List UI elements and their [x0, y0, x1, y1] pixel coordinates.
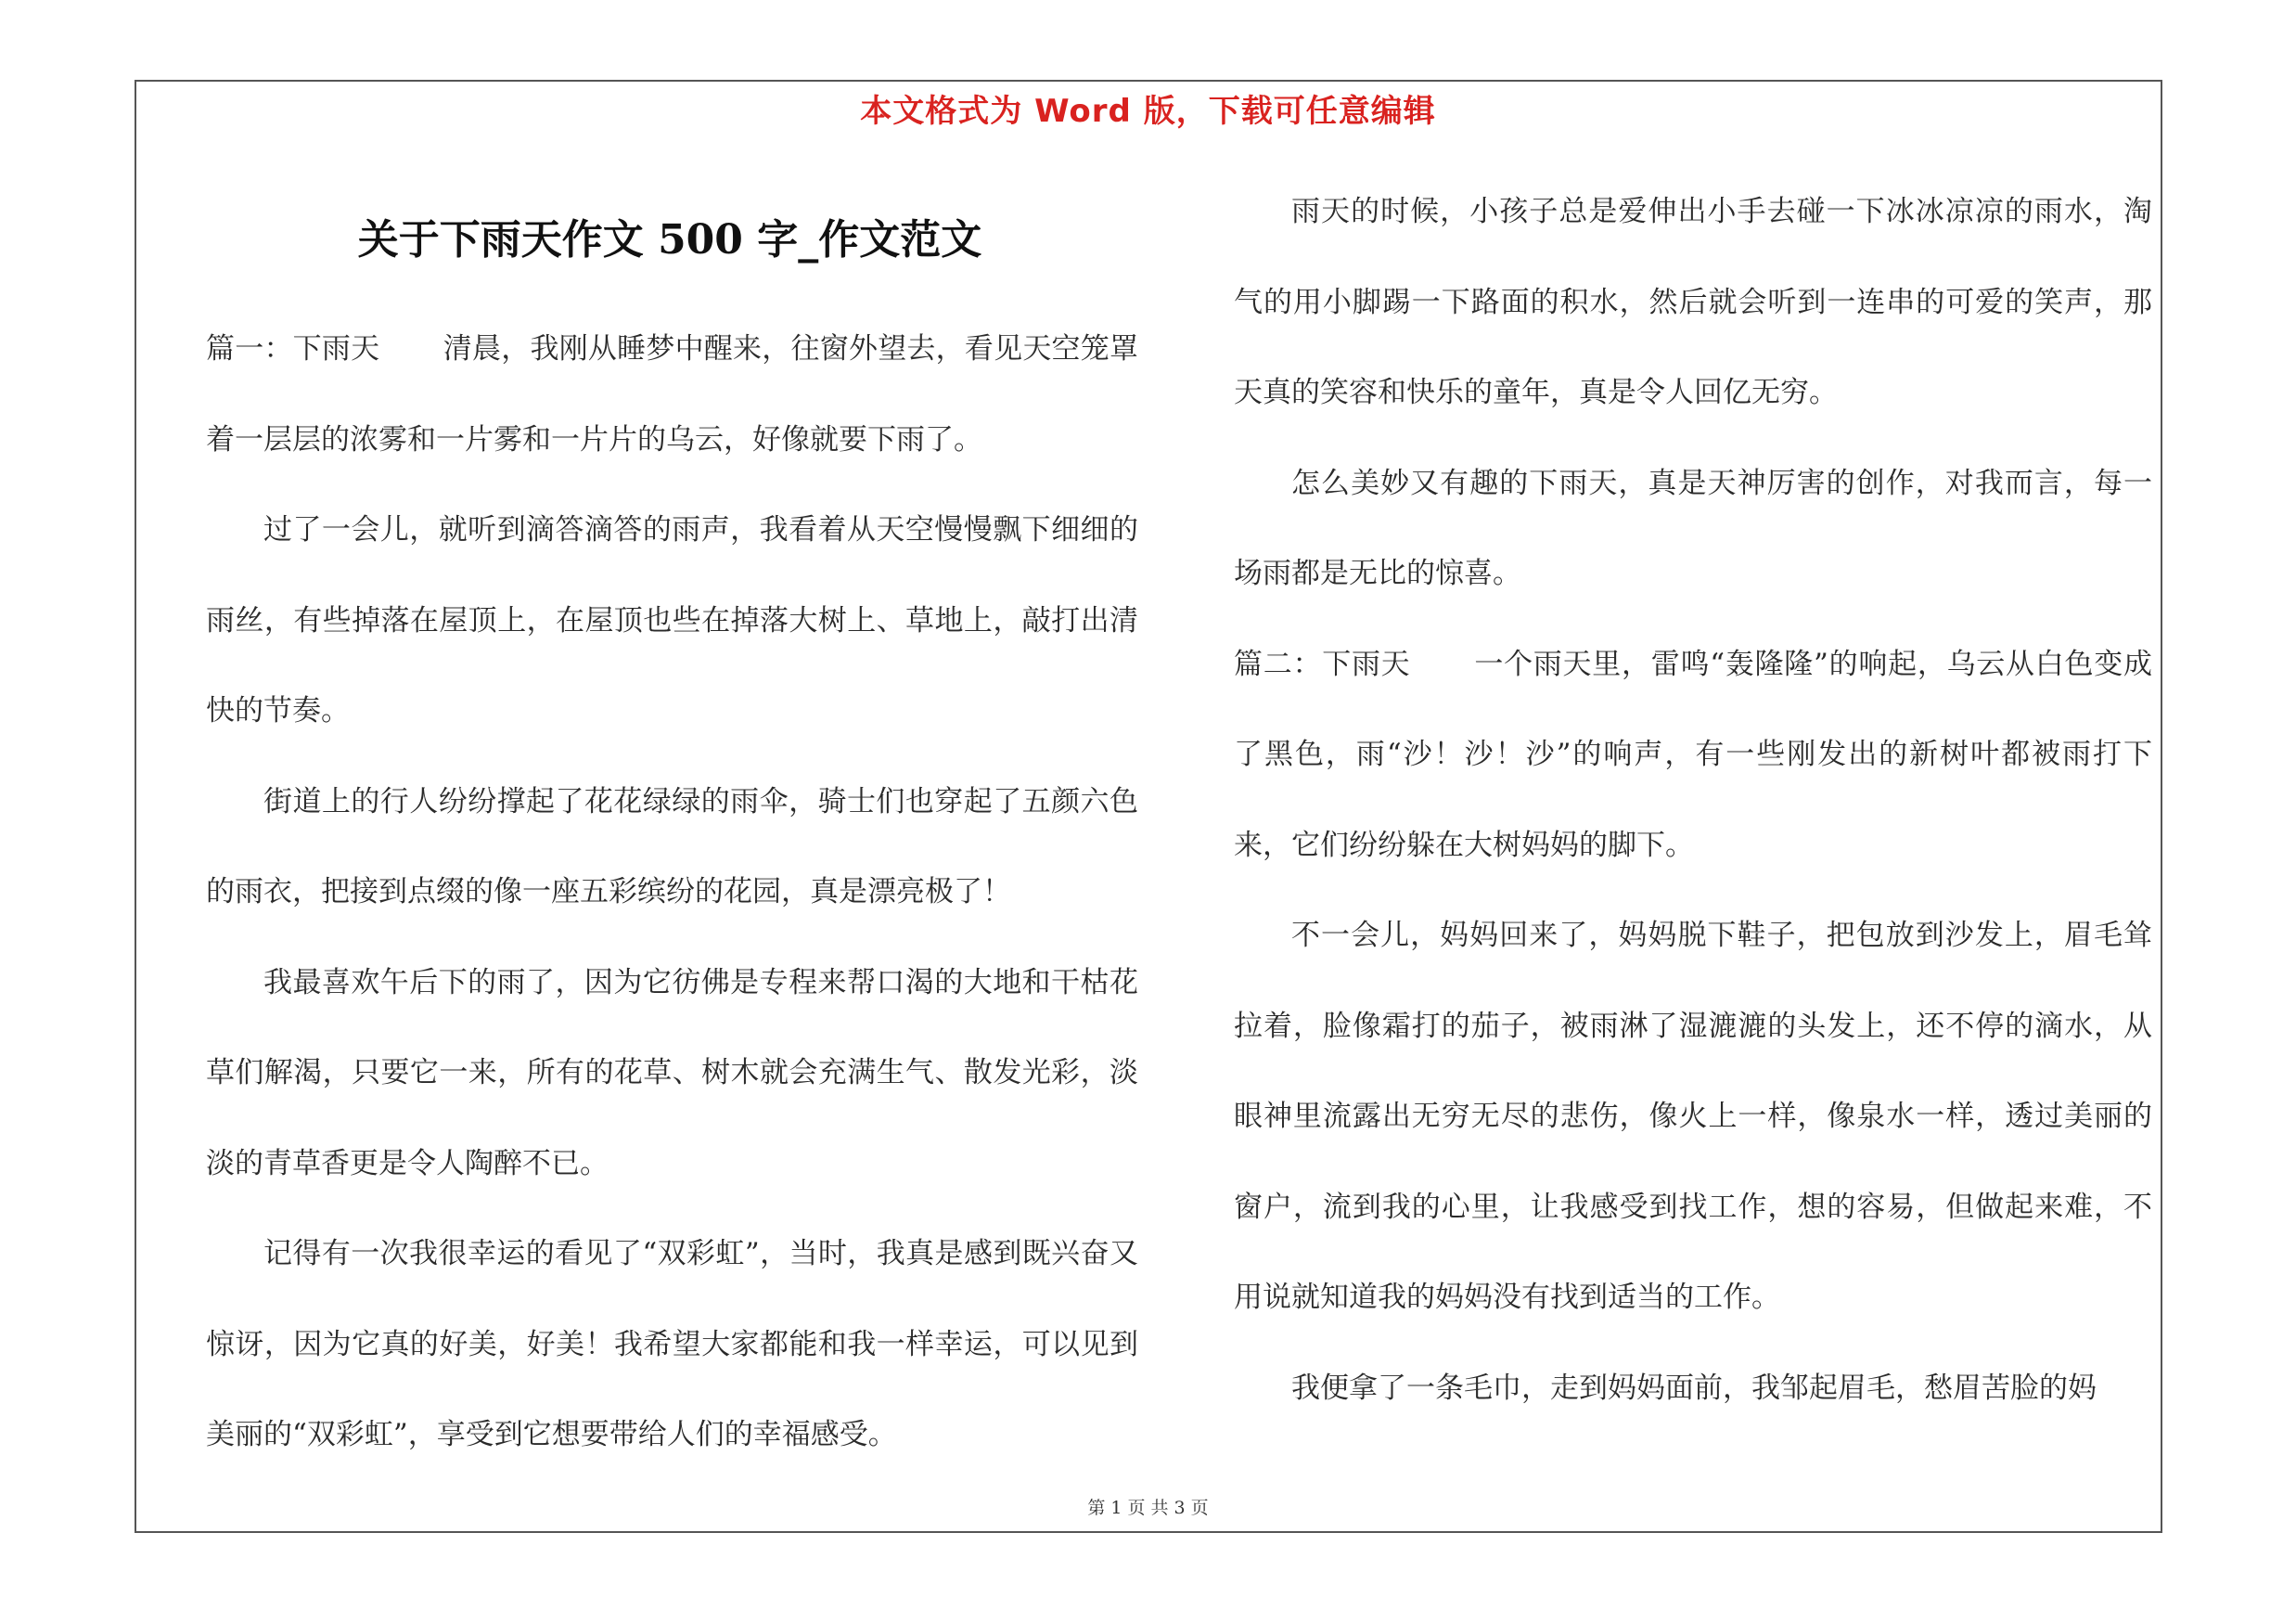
paragraph: 街道上的行人纷纷撑起了花花绿绿的雨伞，骑士们也穿起了五颜六色的雨衣，把接到点缀的像一座五彩缤纷的花园，真是漂亮极了！	[206, 784, 1138, 908]
section-heading: 篇二：下雨天	[1234, 647, 1411, 681]
section-heading: 篇一：下雨天	[206, 332, 380, 366]
paragraph: 怎么美妙又有趣的下雨天，真是天神厉害的创作，对我而言，每一场雨都是无比的惊喜。	[1234, 466, 2152, 590]
paragraph: 我最喜欢午后下的雨了，因为它彷佛是专程来帮口渴的大地和干枯花草们解渴，只要它一来，所有的花草、树木就会充满生气、散发光彩，淡淡的青草香更是令人陶醉不已。	[206, 965, 1138, 1180]
paragraph: 记得有一次我很幸运的看见了“双彩虹”，当时，我真是感到既兴奋又惊讶，因为它真的好美，好美！我希望大家都能和我一样幸运，可以见到美丽的“双彩虹”，享受到它想要带给人们的幸福感受。	[206, 1237, 1138, 1451]
paragraph	[206, 304, 1138, 485]
left-column	[206, 304, 1138, 1481]
paragraph: 过了一会儿，就听到滴答滴答的雨声，我看着从天空慢慢飘下细细的雨丝，有些掉落在屋顶上，在屋顶也些在掉落大树上、草地上，敲打出清快的节奏。	[206, 513, 1138, 728]
editable-format-banner: 本文格式为 Word 版，下载可任意编辑	[860, 93, 1436, 130]
right-column	[1234, 167, 2152, 1434]
paragraph: 不一会儿，妈妈回来了，妈妈脱下鞋子，把包放到沙发上，眉毛耸拉着，脸像霜打的茄子，被雨淋了湿漉漉的头发上，还不停的滴水，从眼神里流露出无穷无尽的悲伤，像火上一样，像泉水一样，透过美丽的窗户，流到我的心里，让我感受到找工作，想的容易，但做起来难，不用说就知道我的妈妈没有找到适当的工作。	[1234, 919, 2152, 1314]
paragraph-text: 清晨，我刚从睡梦中醒来，往窗外望去，看见天空笼罩着一层层的浓雾和一片雾和一片片的乌云，好像就要下雨了。	[206, 332, 1139, 457]
paragraph	[1234, 620, 2152, 892]
paragraph: 雨天的时候，小孩子总是爱伸出小手去碰一下冰冰凉凉的雨水，淘气的用小脚踢一下路面的积水，然后就会听到一连串的可爱的笑声，那天真的笑容和快乐的童年，真是令人回亿无穷。	[1234, 195, 2152, 409]
page-number: 第 1 页 共 3 页	[1087, 1498, 1209, 1518]
paragraph: 我便拿了一条毛巾，走到妈妈面前，我邹起眉毛，愁眉苦脸的妈	[1291, 1371, 2097, 1405]
paragraph-text: 一个雨天里，雷鸣“轰隆隆”的响起，乌云从白色变成了黑色，雨“沙！沙！沙”的响声，有一些刚发出的新树叶都被雨打下来，它们纷纷躲在大树妈妈的脚下。	[1234, 647, 2152, 862]
document-title: 关于下雨天作文 500 字_作文范文	[357, 216, 982, 264]
